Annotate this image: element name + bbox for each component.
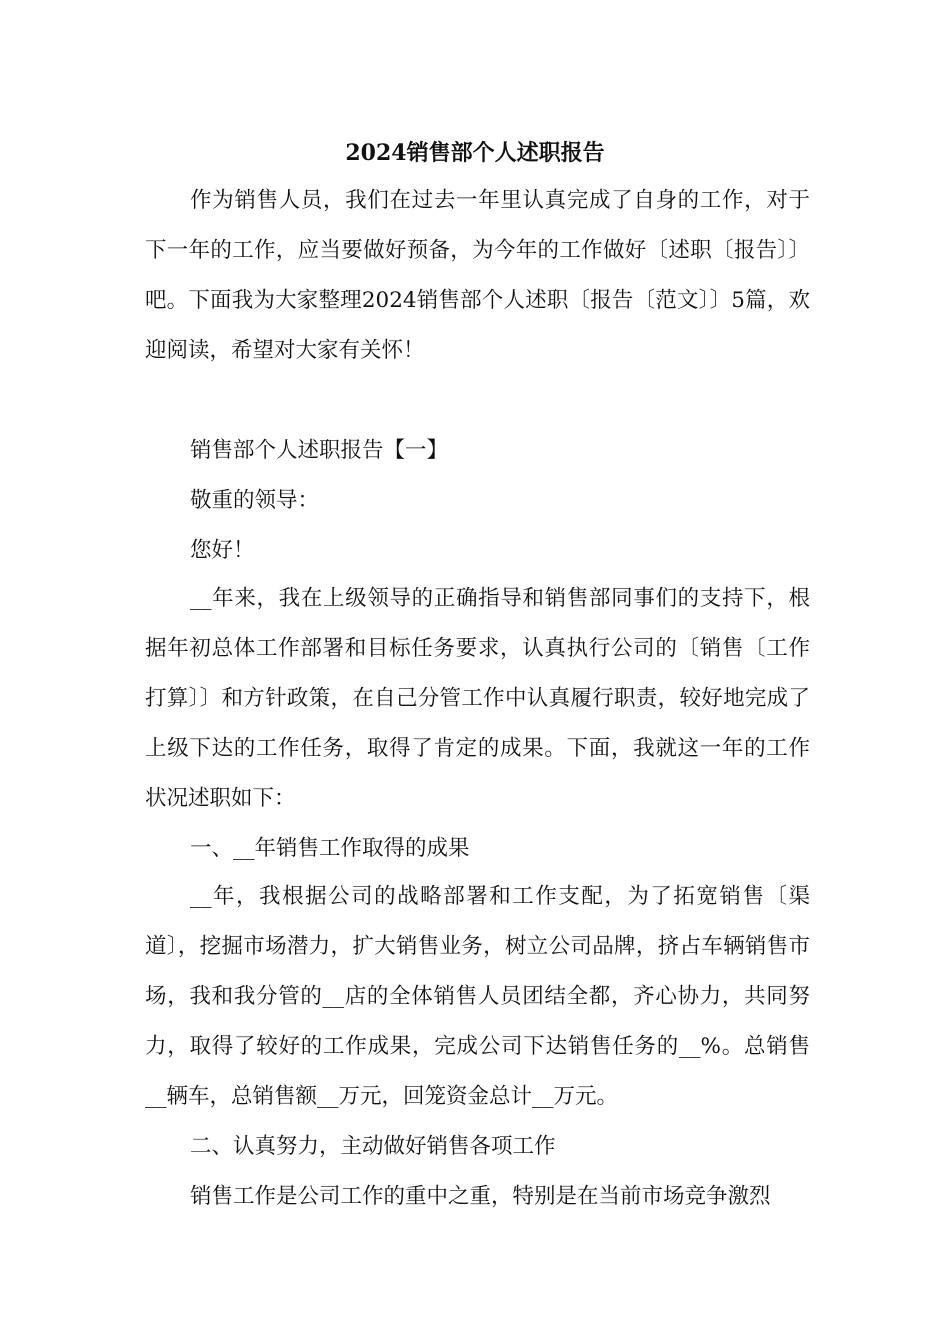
- heading-sales-work: 二、认真努力，主动做好销售各项工作: [190, 1134, 556, 1159]
- intro-paragraph: 作为销售人员，我们在过去一年里认真完成了自身的工作，对于下一年的工作，应当要做好预备，为今年的工作做好〔述职〔报告〕〕吧。下面我为大家整理2024销售部个人述职〔报告〔范文〕〕5篇，欢迎阅读，希望对大家有关怀！: [145, 188, 810, 363]
- section-heading: 销售部个人述职报告【一】: [190, 438, 449, 463]
- greeting: 您好！: [190, 538, 255, 563]
- body-paragraph-3: 销售工作是公司工作的重中之重，特别是在当前市场竞争激烈: [190, 1184, 771, 1209]
- heading-achievements: 一、__年销售工作取得的成果: [190, 836, 470, 861]
- salutation: 敬重的领导：: [190, 488, 320, 513]
- body-paragraph-1: __年来，我在上级领导的正确指导和销售部同事们的支持下，根据年初总体工作部署和目标任务要求，认真执行公司的〔销售〔工作打算〕〕和方针政策，在自己分管工作中认真履行职责，较好地完成了上级下达的工作任务，取得了肯定的成果。下面，我就这一年的工作状况述职如下：: [145, 586, 810, 811]
- body-paragraph-2: __年，我根据公司的战略部署和工作支配，为了拓宽销售〔渠道〕，挖掘市场潜力，扩大销售业务，树立公司品牌，挤占车辆销售市场，我和我分管的__店的全体销售人员团结全都，齐心协力，共同努力，取得了较好的工作成果，完成公司下达销售任务的__%。总销售__辆车，总销售额__万元，回笼资金总计__万元。: [145, 884, 810, 1109]
- document-title: 2024销售部个人述职报告: [345, 140, 605, 166]
